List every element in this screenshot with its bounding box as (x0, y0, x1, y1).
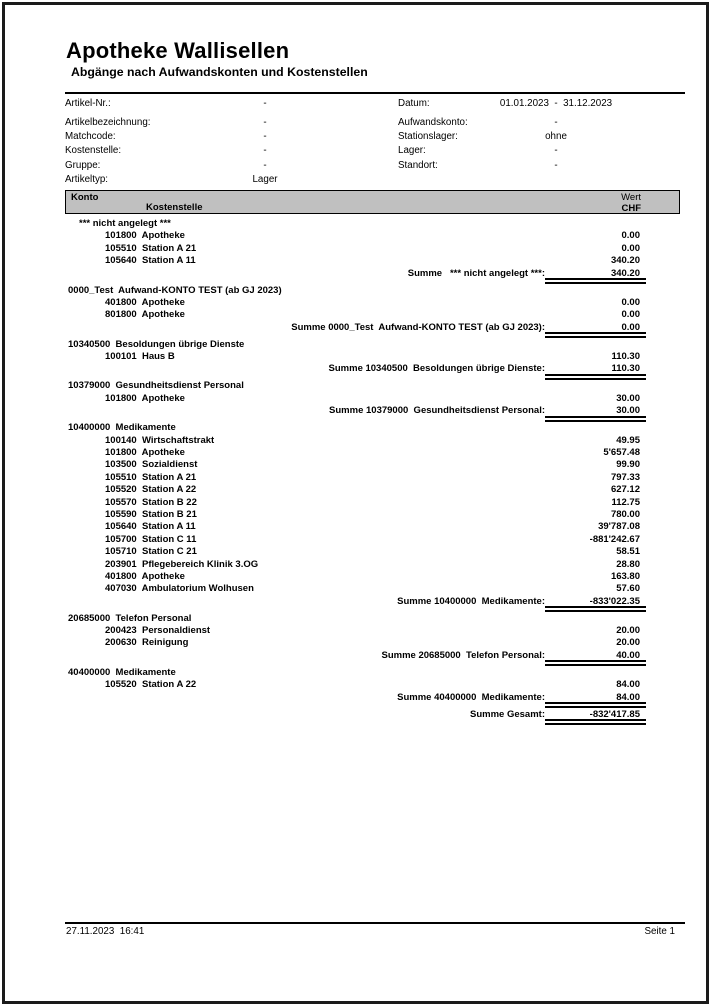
column-header-currency: CHF (621, 203, 641, 214)
grand-total-label: Summe Gesamt: (470, 708, 545, 720)
grand-total-value: -832'417.85 (589, 708, 640, 720)
sum-row (65, 268, 682, 280)
filter-value: - (263, 117, 267, 128)
kostenstelle-cell: 105710 Station C 21 (105, 546, 197, 558)
filter-row (398, 98, 685, 110)
sum-label: Summe 10400000 Medikamente: (397, 595, 545, 607)
sum-value: 110.30 (611, 363, 640, 375)
filter-value: - (263, 145, 267, 157)
table-header (65, 190, 680, 214)
detail-row (65, 230, 682, 242)
detail-row (65, 679, 682, 691)
column-header-wert (621, 192, 641, 214)
kostenstelle-cell: 801800 Apotheke (105, 309, 185, 321)
sum-row (65, 322, 682, 334)
filter-row (65, 145, 398, 157)
filter-label: Datum: (398, 98, 430, 109)
filter-label: Artikelbezeichnung: (65, 117, 151, 128)
kostenstelle-cell: 101800 Apotheke (105, 392, 185, 404)
detail-row (65, 351, 682, 363)
wert-cell: 84.00 (616, 679, 640, 691)
wert-cell: 99.90 (616, 459, 640, 471)
kostenstelle-cell: 105590 Station B 21 (105, 508, 197, 520)
wert-cell: 112.75 (611, 496, 640, 508)
column-header-kostenstelle: Kostenstelle (146, 202, 203, 213)
filter-row (398, 145, 685, 157)
filter-section (65, 98, 685, 188)
footer-datetime: 27.11.2023 16:41 (66, 926, 145, 937)
wert-cell: -881'242.67 (589, 533, 640, 545)
filter-label: Gruppe: (65, 159, 101, 171)
filter-row (65, 131, 398, 143)
kostenstelle-cell: 401800 Apotheke (105, 570, 185, 582)
sum-value: 30.00 (616, 405, 640, 417)
wert-cell: 58.51 (616, 546, 640, 558)
filter-value: - (263, 131, 267, 143)
detail-row (65, 625, 682, 637)
kostenstelle-cell: 101800 Apotheke (105, 230, 185, 242)
kostenstelle-cell: 101800 Apotheke (105, 447, 185, 459)
kostenstelle-cell: 401800 Apotheke (105, 296, 185, 308)
kostenstelle-cell: 105570 Station B 22 (105, 496, 197, 508)
footer-divider (65, 922, 685, 924)
detail-row (65, 297, 682, 309)
sum-value: -833'022.35 (589, 595, 640, 607)
kostenstelle-cell: 105700 Station C 11 (105, 533, 197, 545)
detail-row (65, 583, 682, 595)
filter-row (398, 160, 685, 172)
detail-row (65, 571, 682, 583)
filter-label: Kostenstelle: (65, 145, 122, 157)
kostenstelle-cell: 100101 Haus B (105, 351, 175, 363)
detail-row (65, 393, 682, 405)
filter-value: - (263, 98, 267, 109)
detail-row (65, 546, 682, 558)
filter-column-left (65, 98, 398, 188)
filter-label: Artikel-Nr.: (65, 98, 111, 109)
group-header-row: *** nicht angelegt *** (79, 218, 171, 229)
detail-row (65, 447, 682, 459)
group-header-row: 10379000 Gesundheitsdienst Personal (68, 380, 244, 392)
sum-label: Summe *** nicht angelegt ***: (407, 267, 545, 279)
filter-column-right (398, 98, 685, 188)
wert-cell: 39'787.08 (598, 521, 640, 533)
detail-row (65, 497, 682, 509)
wert-cell: 0.00 (621, 309, 640, 321)
grand-total-row (65, 709, 682, 721)
wert-cell: 5'657.48 (603, 447, 640, 459)
detail-row (65, 559, 682, 571)
wert-cell: 780.00 (610, 508, 640, 520)
footer-page-number: Seite 1 (644, 926, 675, 937)
group-header-row: 10400000 Medikamente (68, 422, 176, 434)
header-divider (65, 92, 685, 94)
wert-cell: 627.12 (610, 484, 640, 496)
kostenstelle-cell: 105640 Station A 11 (105, 521, 196, 533)
filter-value: - (554, 159, 558, 171)
report-page (2, 2, 709, 1004)
filter-value: 01.01.2023 - 31.12.2023 (499, 98, 613, 109)
filter-row (398, 117, 685, 129)
group-header-row: 40400000 Medikamente (68, 666, 176, 678)
group-header-row: 0000_Test Aufwand-KONTO TEST (ab GJ 2023) (68, 284, 282, 296)
sum-row (65, 363, 682, 375)
wert-cell: 57.60 (616, 583, 640, 595)
sum-value: 0.00 (621, 321, 640, 333)
wert-cell: 110.30 (611, 351, 640, 363)
wert-cell: 797.33 (610, 471, 640, 483)
sum-label: Summe 40400000 Medikamente: (397, 691, 545, 703)
detail-row (65, 521, 682, 533)
filter-value: - (554, 117, 558, 128)
wert-cell: 0.00 (621, 230, 640, 242)
group-header-row: 20685000 Telefon Personal (68, 612, 192, 624)
wert-cell: 20.00 (616, 637, 640, 649)
kostenstelle-cell: 203901 Pflegebereich Klinik 3.OG (105, 558, 259, 570)
filter-value: Lager (252, 173, 278, 185)
sum-row (65, 405, 682, 417)
group-header-row: 10340500 Besoldungen übrige Dienste (68, 338, 245, 350)
kostenstelle-cell: 103500 Sozialdienst (105, 459, 198, 471)
filter-label: Matchcode: (65, 131, 116, 143)
filter-row (398, 131, 685, 143)
kostenstelle-cell: 200423 Personaldienst (105, 625, 211, 637)
detail-row (65, 435, 682, 447)
sum-label: Summe 10340500 Besoldungen übrige Dienste: (328, 363, 545, 375)
sum-value: 84.00 (616, 691, 640, 703)
wert-cell: 163.80 (610, 570, 640, 582)
detail-row (65, 484, 682, 496)
kostenstelle-cell: 105520 Station A 22 (105, 679, 197, 691)
sum-value: 340.20 (610, 267, 640, 279)
sum-label: Summe 0000_Test Aufwand-KONTO TEST (ab GJ 2023): (291, 321, 545, 333)
sum-row (65, 650, 682, 662)
column-header-wert-label: Wert (621, 192, 641, 203)
detail-row (65, 637, 682, 649)
filter-row (65, 117, 398, 129)
wert-cell: 49.95 (616, 434, 640, 446)
sum-label: Summe 20685000 Telefon Personal: (381, 649, 545, 661)
filter-label: Standort: (398, 159, 438, 171)
filter-value: ohne (545, 131, 567, 143)
wert-cell: 340.20 (610, 255, 640, 267)
wert-cell: 0.00 (621, 242, 640, 254)
page-subtitle: Abgänge nach Aufwandskonten und Kostenstellen (71, 65, 368, 79)
filter-label: Aufwandskonto: (398, 117, 468, 128)
kostenstelle-cell: 105510 Station A 21 (105, 471, 197, 483)
filter-value: - (554, 145, 558, 157)
kostenstelle-cell: 407030 Ambulatorium Wolhusen (105, 583, 254, 595)
detail-row (65, 243, 682, 255)
sum-label: Summe 10379000 Gesundheitsdienst Personal: (329, 405, 545, 417)
wert-cell: 28.80 (616, 558, 640, 570)
sum-row (65, 596, 682, 608)
page-title: Apotheke Wallisellen (66, 38, 290, 63)
table-body (65, 218, 682, 726)
detail-row (65, 472, 682, 484)
kostenstelle-cell: 105510 Station A 21 (105, 242, 197, 254)
column-header-konto: Konto (71, 192, 99, 203)
kostenstelle-cell: 105640 Station A 11 (105, 255, 196, 267)
filter-row (65, 160, 398, 172)
kostenstelle-cell: 100140 Wirtschaftstrakt (105, 434, 215, 446)
kostenstelle-cell: 105520 Station A 22 (105, 484, 197, 496)
detail-row (65, 459, 682, 471)
filter-row (65, 174, 398, 186)
detail-row (65, 309, 682, 321)
detail-row (65, 509, 682, 521)
detail-row (65, 255, 682, 267)
wert-cell: 30.00 (616, 392, 640, 404)
filter-value: - (263, 159, 267, 171)
wert-cell: 20.00 (616, 625, 640, 637)
kostenstelle-cell: 200630 Reinigung (105, 637, 189, 649)
sum-row (65, 692, 682, 704)
filter-label: Artikeltyp: (65, 173, 109, 185)
filter-label: Stationslager: (398, 131, 458, 143)
wert-cell: 0.00 (621, 296, 640, 308)
detail-row (65, 534, 682, 546)
sum-value: 40.00 (616, 649, 640, 661)
filter-row (65, 98, 398, 110)
filter-label: Lager: (398, 145, 426, 157)
